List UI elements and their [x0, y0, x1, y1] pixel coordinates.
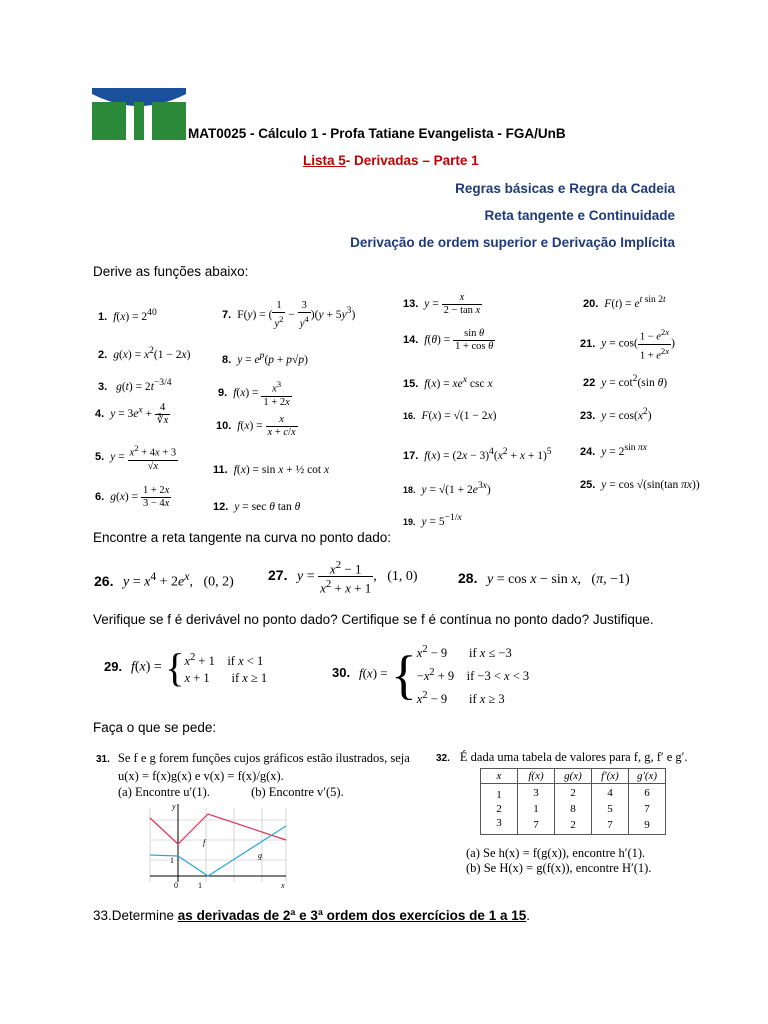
- ex-30: 30. $f(x) = \{x^2 - 9$ if x ≤ −3 $-x^2 + 9$ if −3 < x < 3 $x^2 - 9$ if x ≥ 3: [332, 644, 530, 707]
- ex-14: 14. f(θ) = $\frac{\text{sin θ}}{\text{1 + cos θ}}$: [403, 328, 494, 352]
- ex-2: 2. $g(x) = x^2(1 - 2x)$: [98, 345, 191, 361]
- table-header: f′(x): [592, 769, 629, 784]
- ex-15: 15. $f(x) = xe^x$ csc x: [403, 374, 493, 390]
- ex-3: 3. $g(t) = 2t^{-3/4}$: [98, 377, 172, 393]
- ex-29: 29. $f(x) = \{x^2 + 1$ if x < 1 x + 1 if x ≥ 1: [104, 645, 268, 690]
- table-header: g′(x): [629, 769, 666, 784]
- graph-g-label: g: [258, 851, 262, 860]
- ex-18: 18. $y = √(1 + 2e^{3x})$: [403, 480, 491, 496]
- values-table: [480, 768, 666, 835]
- graph-origin-label: 0: [174, 881, 178, 890]
- ex-28: 28. y = cos x − sin x, (π, −1): [458, 570, 630, 587]
- list-title: Lista 5- Derivadas – Parte 1: [303, 153, 479, 168]
- table-header: f(x): [518, 769, 555, 784]
- table-header: x: [481, 769, 518, 784]
- table-header: g(x): [555, 769, 592, 784]
- ex-31: 31. Se f e g forem funções cujos gráficos estão ilustrados, seja u(x) = f(x)g(x) e v(x) = f(x)/g(x). (a) Encontre u′(1). (b) Encontre v′(5).: [96, 751, 410, 799]
- ex-22: 22 $y = \cot^2(\sin$ θ): [583, 373, 668, 389]
- ex-32: 32. É dada uma tabela de valores para f, g, f′ e g′.: [436, 750, 688, 764]
- table-row: 2 1 8 5 7: [481, 802, 666, 816]
- section-heading-derive: Derive as funções abaixo:: [93, 264, 249, 279]
- ex32-questions: (a) Se h(x) = f(g(x)), encontre h′(1). (b) Se H(x) = g(f(x)), encontre H′(1).: [466, 846, 652, 875]
- ex-9: 9. f(x) = $\frac{x^3}{1 + 2x}$: [218, 379, 290, 408]
- ex-16: 16. F(x) = √(1 − 2x): [403, 410, 497, 422]
- ex-12: 12. y = sec θ tan θ: [213, 501, 301, 513]
- ex-17: 17. $f(x) = (2x - 3)^4(x^2 + x + 1)^5$: [403, 446, 552, 462]
- graph-f-label: f: [203, 838, 206, 847]
- graph-x1-label: 1: [198, 881, 202, 890]
- ex31-graph: [138, 800, 290, 892]
- ex-6: 6. g(x) = $\frac{1 + 2x}{3 - 4x}$: [95, 485, 170, 509]
- graph-y-label: y: [172, 802, 176, 811]
- ex-8: 8. $y = e^p(p + p√p)$: [222, 350, 308, 366]
- ex-27: 27. y = $\frac{x^2 - 1}{x^2 + x + 1}$ , (1, 0): [268, 559, 418, 596]
- graph-y1-label: 1: [170, 856, 174, 865]
- ex-11: 11. f(x) = sin x + ½ cot x: [213, 464, 330, 476]
- ex-7: 7. F(y) = ( $\frac{1}{y^2}$ − $\frac{3}{y^4}$ )$(y + 5y^3)$: [222, 300, 356, 330]
- ex-21: 21. y = cos( $\frac{1 - e^{2x}}{1 + e^{2x}}$ ): [580, 327, 676, 361]
- ex-1: 1. $f(x) = 2^{40}$: [98, 307, 157, 323]
- ex-26: 26. $y = x^4 + 2e^x$, (0, 2): [94, 570, 234, 590]
- topic-3: Derivação de ordem superior e Derivação Implícita: [350, 235, 675, 250]
- section-heading-continuity: Verifique se f é derivável no ponto dado? Certifique se f é contínua no ponto dado? Justifique.: [93, 612, 654, 627]
- ex-23: 23. $y = \cos(x^2)$: [580, 406, 652, 422]
- ex-13: 13. y = $\frac{x}{\text{2 − tan x}}$: [403, 292, 481, 316]
- unb-logo: [92, 88, 186, 140]
- table-row: 3 7 2 7 9: [481, 816, 666, 835]
- topic-2: Reta tangente e Continuidade: [484, 208, 675, 223]
- course-header: MAT0025 - Cálculo 1 - Profa Tatiane Evangelista - FGA/UnB: [188, 126, 566, 141]
- ex-5: 5. y = $\frac{x^2 + 4x + 3}{√x}$: [95, 443, 177, 472]
- section-heading-misc: Faça o que se pede:: [93, 720, 217, 735]
- ex-19: 19. $y = 5^{-1/x}$: [403, 512, 462, 528]
- section-heading-tangent: Encontre a reta tangente na curva no ponto dado:: [93, 530, 391, 545]
- topic-1: Regras básicas e Regra da Cadeia: [455, 181, 675, 196]
- ex-4: 4. $y = 3e^x$ + $\frac{4}{∛x}$: [95, 402, 169, 426]
- ex-25: 25. y = cos √(sin(tan πx)): [580, 479, 700, 491]
- ex-10: 10. f(x) = $\frac{x}{x + c/x}$: [216, 414, 296, 438]
- table-row: 1 3 2 4 6: [481, 784, 666, 803]
- ex-24: 24. $y = 2^{sin \pi x}$: [580, 442, 648, 458]
- graph-x-label: x: [281, 881, 285, 890]
- final-instruction: 33.Determine as derivadas de 2ª e 3ª ordem dos exercícios de 1 a 15.: [93, 908, 530, 923]
- ex-20: 20. $F(t) = e^{t sin 2t}$: [583, 294, 666, 310]
